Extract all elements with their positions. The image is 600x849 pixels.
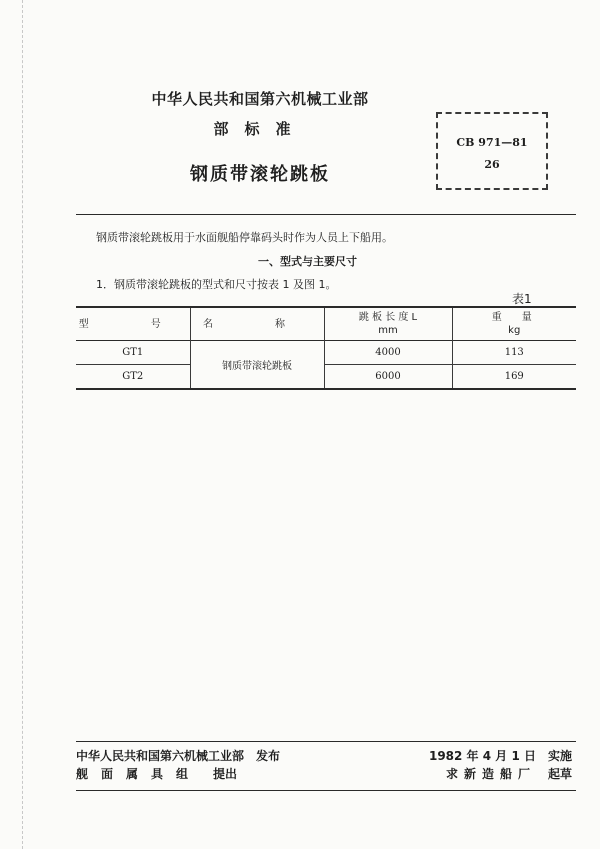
cell-length: 6000 <box>324 365 452 390</box>
intro-paragraph: 钢质带滚轮跳板用于水面舰船停靠码头时作为人员上下船用。 <box>96 231 393 244</box>
header-length-label: 跳 板 长 度 L <box>358 312 418 323</box>
publisher: 中华人民共和国第六机械工业部 <box>76 749 245 763</box>
footer-right <box>429 747 572 783</box>
table-row <box>76 341 576 365</box>
header-weight-unit: kg <box>508 325 521 336</box>
effective-line <box>429 747 572 765</box>
footer-left <box>76 747 280 783</box>
proposer: 舰面属具组 <box>76 767 202 781</box>
binding-margin-line <box>22 0 23 849</box>
header-name: 名 称 <box>190 307 324 341</box>
effective-verb: 实施 <box>547 749 572 763</box>
publish-verb: 发布 <box>256 749 281 763</box>
header-length <box>324 307 452 341</box>
ministry-heading: 中华人民共和国第六机械工业部 <box>151 90 369 108</box>
footer-divider <box>76 741 576 742</box>
header-model: 型 号 <box>76 307 190 341</box>
publisher-line <box>76 747 280 765</box>
standard-code: CB 971—81 <box>456 136 528 149</box>
section-heading: 一、型式与主要尺寸 <box>258 255 357 268</box>
cell-model: GT1 <box>76 341 190 365</box>
cell-name-merged: 钢质带滚轮跳板 <box>190 341 324 390</box>
standard-number: 26 <box>484 158 500 171</box>
header-length-unit: mm <box>378 325 398 336</box>
standard-type-heading: 部标准 <box>213 120 307 138</box>
table-row <box>76 365 576 390</box>
spec-table <box>76 306 576 390</box>
cell-length: 4000 <box>324 341 452 365</box>
effective-date: 1982 年 4 月 1 日 <box>428 749 536 763</box>
propose-verb: 提出 <box>213 767 238 781</box>
header-divider <box>76 214 576 215</box>
cell-weight: 169 <box>452 365 576 390</box>
drafter-line <box>429 765 572 783</box>
cell-model: GT2 <box>76 365 190 390</box>
clause-1: 1．钢质带滚轮跳板的型式和尺寸按表 1 及图 1。 <box>96 278 337 291</box>
bottom-divider <box>76 790 576 791</box>
header-weight <box>452 307 576 341</box>
draft-verb: 起草 <box>547 767 572 781</box>
table-caption: 表1 <box>512 292 532 306</box>
proposer-line <box>76 765 280 783</box>
drafter: 求新造船厂 <box>445 767 536 781</box>
header-weight-label: 重 量 <box>491 312 537 323</box>
table-header-row <box>76 307 576 341</box>
standard-code-box <box>436 112 548 190</box>
document-title: 钢质带滚轮跳板 <box>190 164 330 185</box>
cell-weight: 113 <box>452 341 576 365</box>
